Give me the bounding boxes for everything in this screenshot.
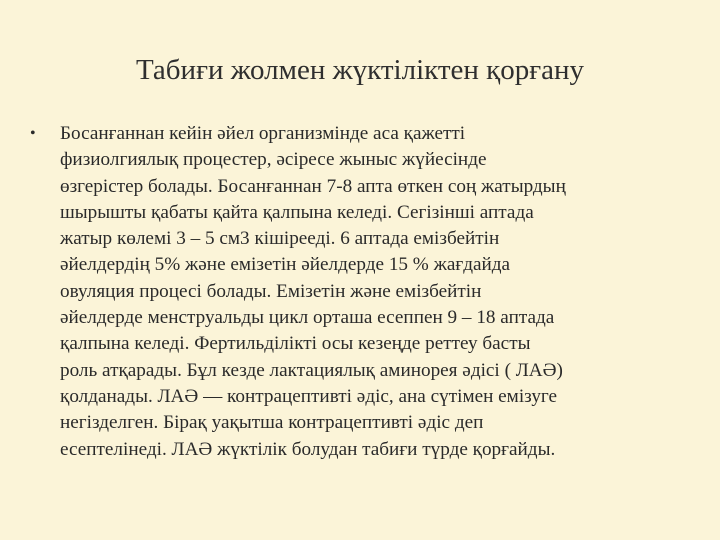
bullet-list: [30, 121, 696, 463]
bullet-line: овуляция процесі болады. Емізетін және емізбейтін: [60, 280, 482, 302]
bullet-text: [60, 121, 696, 463]
bullet-dot-icon: •: [30, 125, 36, 142]
slide-title: Табиғи жолмен жүктіліктен қорғану: [135, 54, 585, 86]
bullet-line: өзгерістер болады. Босанғаннан 7-8 апта өткен соң жатырдың: [60, 175, 566, 197]
bullet-line: Босанғаннан кейін әйел организмінде аса қажетті: [60, 123, 466, 144]
bullet-line: қалпына келеді. Фертильділікті осы кезеңде реттеу басты: [60, 333, 531, 355]
bullet-line: шырышты қабаты қайта қалпына келеді. Сегізінші аптада: [60, 201, 534, 223]
bullet-line: роль атқарады. Бұл кезде лактациялық аминорея әдісі ( ЛАӘ): [60, 359, 563, 381]
bullet-line: негізделген. Бірақ уақытша контрацептивті әдіс деп: [60, 412, 484, 434]
bullet-line: физиолгиялық процестер, әсіресе жыныс жүйесінде: [60, 149, 487, 171]
bullet-item: [30, 121, 696, 463]
bullet-line: қолданады. ЛАӘ — контрацептивті әдіс, ана сүтімен емізуге: [60, 385, 558, 407]
bullet-line: есептелінеді. ЛАӘ жүктілік болудан табиғи түрде қорғайды.: [60, 438, 556, 460]
bullet-line: әйелдердің 5% және емізетін әйелдерде 15 % жағдайда: [60, 254, 511, 276]
bullet-line: жатыр көлемі 3 – 5 см3 кішірееді. 6 аптада емізбейтін: [60, 228, 500, 250]
bullet-line: әйелдерде менструальды цикл орташа есеппен 9 – 18 аптада: [60, 307, 555, 329]
